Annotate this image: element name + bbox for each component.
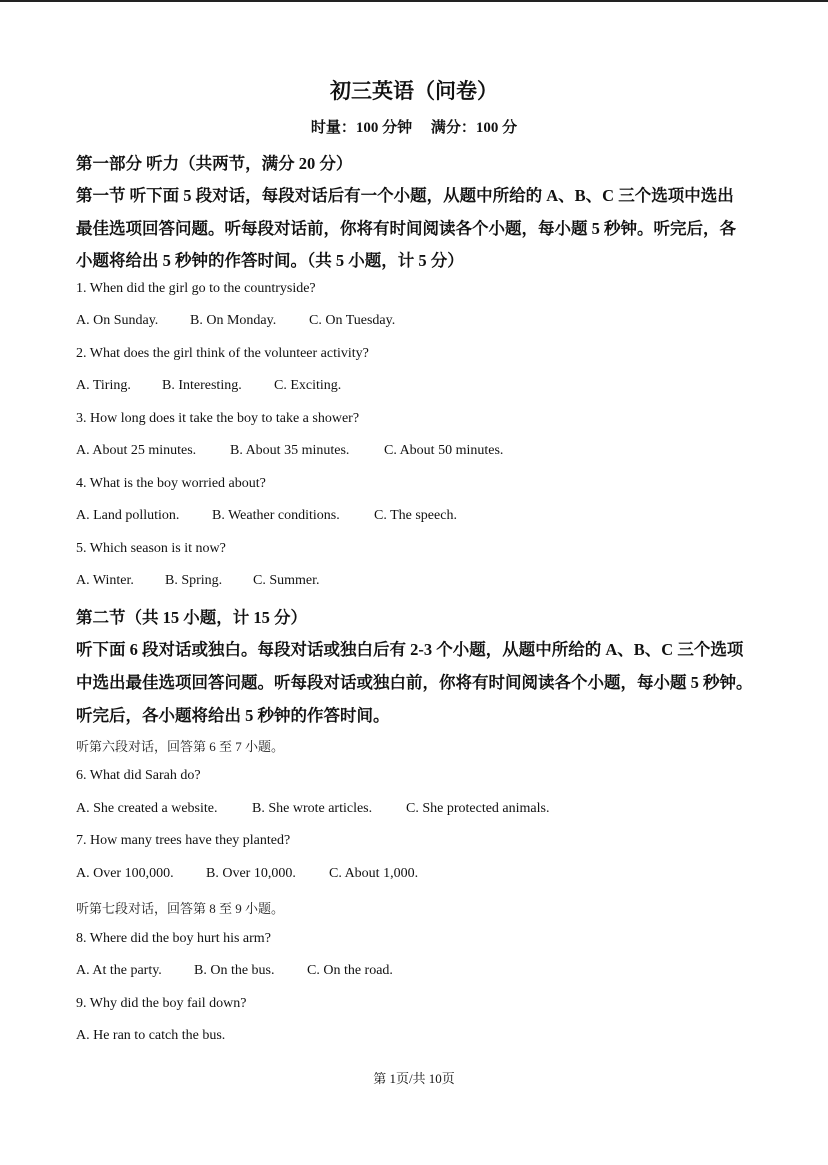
question-9: 9. Why did the boy fail down? — [76, 996, 247, 1011]
question-8-options — [76, 963, 393, 979]
question-3-options — [76, 443, 503, 459]
dialogue-6-note: 听第六段对话，回答第 6 至 7 小题。 — [76, 739, 285, 754]
question-1-options — [76, 313, 395, 329]
option-c: C. About 50 minutes. — [384, 443, 504, 458]
section1-instruction-line1: 第一节 听下面 5 段对话，每段对话后有一个小题，从题中所给的 A、B、C 三个选项中选出 — [76, 186, 734, 205]
option-a: A. At the party. — [76, 963, 162, 978]
option-a: A. About 25 minutes. — [76, 443, 197, 458]
option-b: B. On the bus. — [194, 963, 275, 978]
option-a: A. Over 100,000. — [76, 866, 174, 881]
question-6: 6. What did Sarah do? — [76, 768, 201, 783]
section2-heading: 第二节（共 15 小题，计 15 分） — [76, 608, 307, 627]
option-c: C. Exciting. — [274, 378, 342, 393]
question-7-options — [76, 866, 418, 882]
option-c: C. On Tuesday. — [309, 313, 396, 328]
option-b: B. She wrote articles. — [252, 801, 373, 816]
option-a: A. She created a website. — [76, 801, 218, 816]
section1-instruction-line3: 小题将给出 5 秒钟的作答时间。（共 5 小题，计 5 分） — [76, 251, 464, 270]
top-border — [0, 0, 828, 2]
question-5-options — [76, 573, 320, 589]
page-number: 第 1页/共 10页 — [373, 1071, 455, 1086]
question-7: 7. How many trees have they planted? — [76, 833, 291, 848]
question-1: 1. When did the girl go to the countryside? — [76, 281, 316, 296]
option-c: C. On the road. — [307, 963, 393, 978]
option-c: C. The speech. — [374, 508, 457, 523]
option-c: C. Summer. — [253, 573, 320, 588]
option-a: A. Land pollution. — [76, 508, 180, 523]
option-a: A. Tiring. — [76, 378, 131, 393]
option-b: B. Over 10,000. — [206, 866, 296, 881]
question-8: 8. Where did the boy hurt his arm? — [76, 931, 271, 946]
option-a: A. Winter. — [76, 573, 134, 588]
question-2: 2. What does the girl think of the volunteer activity? — [76, 346, 369, 361]
question-9-options — [76, 1028, 225, 1044]
question-6-options — [76, 801, 549, 817]
option-b: B. Weather conditions. — [212, 508, 340, 523]
option-b: B. Spring. — [165, 573, 223, 588]
option-c: C. About 1,000. — [329, 866, 419, 881]
option-c: C. She protected animals. — [406, 801, 550, 816]
option-b: B. About 35 minutes. — [230, 443, 350, 458]
question-3: 3. How long does it take the boy to take a shower? — [76, 411, 360, 426]
question-2-options — [76, 378, 341, 394]
section1-instruction-line2: 最佳选项回答问题。听每段对话前，你将有时间阅读各个小题，每小题 5 秒钟。听完后，各 — [76, 219, 736, 238]
option-b: B. Interesting. — [162, 378, 242, 393]
question-4: 4. What is the boy worried about? — [76, 476, 266, 491]
section2-instruction-line3: 听完后，各小题将给出 5 秒钟的作答时间。 — [76, 706, 390, 725]
section2-instruction-line2: 中选出最佳选项回答问题。听每段对话或独白前，你将有时间阅读各个小题，每小题 5 秒钟。 — [76, 673, 753, 692]
dialogue-7-note: 听第七段对话，回答第 8 至 9 小题。 — [76, 901, 285, 916]
option-b: B. On Monday. — [190, 313, 277, 328]
option-a: A. He ran to catch the bus. — [76, 1028, 226, 1043]
option-a: A. On Sunday. — [76, 313, 159, 328]
exam-info: 时量：100 分钟 满分：100 分 — [310, 120, 518, 136]
page-title: 初三英语（问卷） — [330, 79, 498, 103]
section2-instruction-line1: 听下面 6 段对话或独白。每段对话或独白后有 2-3 个小题，从题中所给的 A、B、C 三个选项 — [76, 640, 744, 659]
part1-heading: 第一部分 听力（共两节，满分 20 分） — [76, 154, 353, 173]
question-4-options — [76, 508, 457, 524]
question-5: 5. Which season is it now? — [76, 541, 226, 556]
